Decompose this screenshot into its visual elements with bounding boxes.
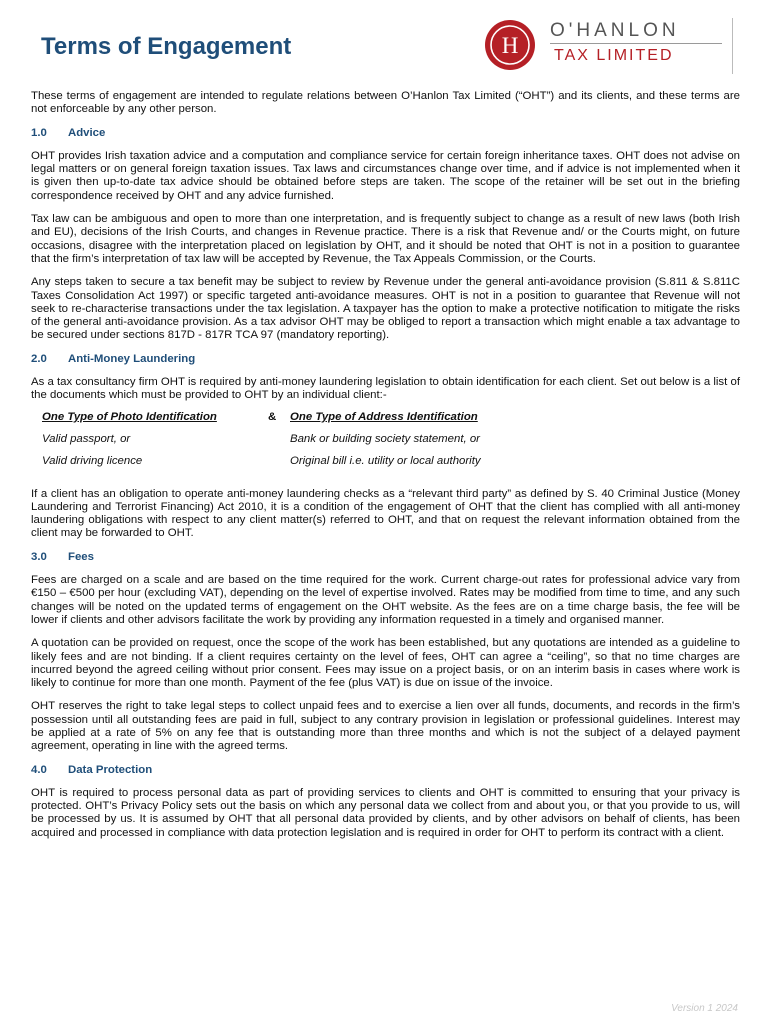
section-title: Data Protection [68, 763, 153, 776]
paragraph: Any steps taken to secure a tax benefit may be subject to review by Revenue under the general anti-avoidance provision (S.811 & S.811C Taxes Consolidation Act 1997) or specific targeted anti-avoidance measures. OHT is not in a position to guarantee that Revenue will not seek to re-characterise transactions under the tax legislation. A taxpayer has the option to make a protective notification to mitigate the risks of the general anti-avoidance provision. As a tax advisor OHT may be obliged to report a transaction which might enable a tax advantage to be secured under sections 817D - 817R TCA 97 (mandatory reporting). [31, 276, 740, 342]
header-divider [732, 18, 733, 74]
photo-id-cell: Valid passport, or [42, 432, 131, 445]
section-heading-fees [31, 551, 740, 564]
identification-table [42, 411, 481, 478]
section-heading-anti-money-laundering [31, 353, 740, 366]
address-id-header: One Type of Address Identification [290, 410, 478, 423]
table-row [42, 455, 481, 477]
paragraph: OHT provides Irish taxation advice and a computation and compliance service for certain foreign inheritance taxes. OHT does not advise on legal matters or on general foreign taxation issues. Tax laws and circumstances change over time, and if advice is not implemented when it is given then up-to-date tax advice should be obtained before steps are taken. The scope of the retainer will be set out in the briefing correspondence received by OHT and any advice furnished. [31, 149, 740, 202]
paragraph: Tax law can be ambiguous and open to more than one interpretation, and is frequently subject to change as a result of new laws (both Irish and EU), decisions of the Irish Courts, and changes in Revenue practice. There is a risk that Revenue and/ or the Courts might, on future occasions, disagree with the interpretation placed on legislation by OHT, and it should be noted that OHT is not in a position to guarantee that the firm’s interpretation of tax law will be accepted by Revenue, the Tax Appeals Commission, or the Courts. [31, 213, 740, 265]
table-row [42, 433, 481, 455]
document-body [31, 90, 740, 850]
section-number: 1.0 [31, 126, 47, 139]
photo-id-cell: Valid driving licence [42, 455, 143, 468]
section-number: 3.0 [31, 550, 47, 563]
paragraph: OHT reserves the right to take legal steps to collect unpaid fees and to exercise a lien over all funds, documents, and records in the firm’s possession until all outstanding fees are paid in full, subject to any contrary provision in legislation or professional guidelines. Interest may be applied at a rate of 5% on any fee that is outstanding more than three months and which is not the subject of a delayed payment agreement, operating in line with the agreed terms. [31, 700, 740, 753]
photo-id-header: One Type of Photo Identification [42, 410, 217, 423]
version-label: Version 1 2024 [671, 1003, 738, 1014]
paragraph: As a tax consultancy firm OHT is required by anti-money laundering legislation to obtain identification for each client. Set out below is a list of the documents which must be provided to OHT by an individual client:- [31, 376, 740, 402]
section-title: Advice [68, 126, 106, 139]
intro-paragraph: These terms of engagement are intended to regulate relations between O’Hanlon Tax Limited (“OHT”) and its clients, and these terms are not enforceable by any other person. [31, 90, 740, 116]
logo-divider [550, 43, 722, 44]
section-title: Fees [68, 550, 94, 563]
table-header-row [42, 411, 481, 433]
connector: & [268, 410, 277, 423]
section-number: 4.0 [31, 763, 47, 776]
page-title: Terms of Engagement [41, 33, 292, 60]
logo-subtitle: TAX LIMITED [554, 47, 674, 64]
section-number: 2.0 [31, 352, 47, 365]
section-heading-advice [31, 127, 740, 140]
address-id-cell: Bank or building society statement, or [290, 432, 480, 445]
section-heading-data-protection [31, 764, 740, 777]
address-id-cell: Original bill i.e. utility or local authority [290, 455, 481, 468]
paragraph: A quotation can be provided on request, once the scope of the work has been established, but any quotations are intended as a guideline to likely fees and are not binding. If a client requires certainty on the level of fees, OHT can agree a “ceiling”, so that no time charges are incurred beyond the agreed ceiling without prior consent. Fees may issue on a project basis, or on an interim basis in cases where work is likely to continue for more than one month. Payment of the fee (plus VAT) is due on issue of the invoice. [31, 637, 740, 690]
logo-mark-letter: H [501, 33, 519, 58]
paragraph: OHT is required to process personal data as part of providing services to clients and OHT is committed to ensuring that your privacy is protected. OHT’s Privacy Policy sets out the basis on which any personal data we collect from and about you, or that you provide to us, will be processed by us. It is assumed by OHT that all personal data provided by clients, and by other advisors on behalf of clients, has been acquired and processed in compliance with data protection legislation and is required in order for OHT to perform its contract with a client. [31, 786, 740, 839]
company-logo [480, 16, 740, 76]
paragraph: If a client has an obligation to operate anti-money laundering checks as a “relevant third party” as defined by S. 40 Criminal Justice (Money Laundering and Terrorist Financing) Act 2010, it is a condition of the engagement of OHT that the client has complied with all anti-money laundering obligations with respect to any client matter(s) referred to OHT, and that on request the relevant information obtained from the client may be forwarded to OHT. [31, 487, 740, 540]
paragraph: Fees are charged on a scale and are based on the time required for the work. Current charge-out rates for professional advice vary from €150 – €500 per hour (excluding VAT), depending on the level of expertise involved. Rates may be modified from time to time, and any such changes will be noted on the updated terms of engagement on the OHT website. As the fees are on a time charge basis, the fee will be lower if clients and other advisors facilitate the work by providing any information requested in a timely and organised manner. [31, 574, 740, 626]
logo-h-icon [484, 19, 536, 71]
section-title: Anti-Money Laundering [68, 352, 196, 365]
logo-name: O'HANLON [550, 20, 680, 41]
